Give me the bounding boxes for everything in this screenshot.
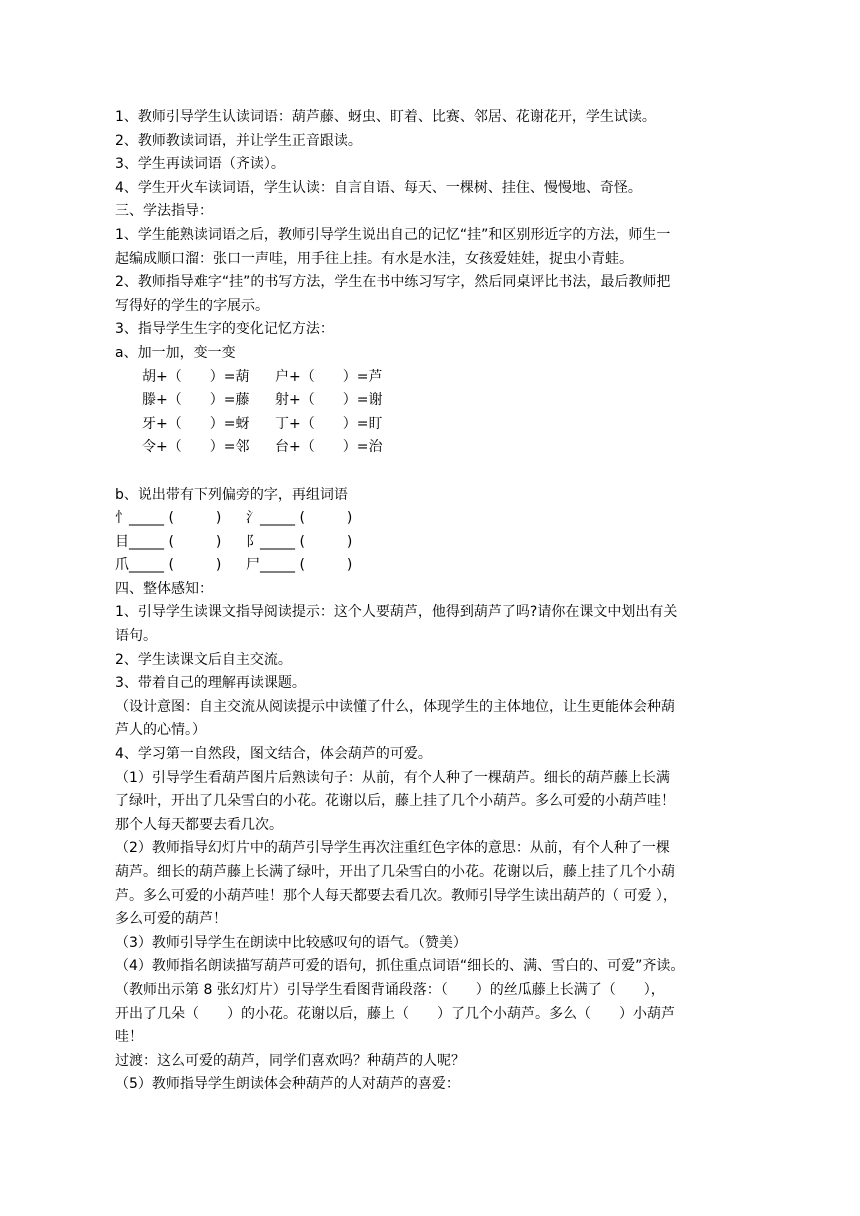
paragraph-line: （2）教师指导幻灯片中的葫芦引导学生再次注重红色字体的意思：从前，有个人种了一棵 xyxy=(115,840,670,857)
exercise-b-item: 目_____ ( ) xyxy=(115,533,222,550)
lesson-plan-body xyxy=(115,106,755,1097)
paragraph-line: 1、教师引导学生认读词语：葫芦藤、蚜虫、盯着、比赛、邻居、花谢花开，学生试读。 xyxy=(115,109,656,125)
paragraph-line: 起编成顺口溜：张口一声哇，用手往上挂。有水是水洼，女孩爱娃娃，捉虫小青蛙。 xyxy=(115,250,633,267)
paragraph-line: 4、学生开火车读词语，学生认读：自言自语、每天、一棵树、挂住、慢慢地、奇怪。 xyxy=(115,179,642,196)
paragraph-line: 哇！ xyxy=(115,1029,143,1046)
paragraph-line: 4、学习第一自然段，图文结合，体会葫芦的可爱。 xyxy=(115,746,432,763)
exercise-a-title: a、加一加，变一变 xyxy=(115,344,236,361)
paragraph-line: 芦。多么可爱的小葫芦哇！那个人每天都要去看几次。教师引导学生读出葫芦的（ 可爱 ）， xyxy=(115,887,677,904)
paragraph-line: 2、学生读课文后自主交流。 xyxy=(115,651,292,668)
paragraph-line: 3、指导学生生字的变化记忆方法： xyxy=(115,321,334,338)
paragraph-line: 1、学生能熟读词语之后，教师引导学生说出自己的记忆“挂”和区别形近字的方法，师生一 xyxy=(115,226,671,243)
section-heading: 四、整体感知： xyxy=(115,580,213,597)
paragraph-line: 了绿叶，开出了几朵雪白的小花。花谢以后，藤上挂了几个小葫芦。多么可爱的小葫芦哇！ xyxy=(115,793,675,810)
paragraph-line: 葫芦。细长的葫芦藤上长满了绿叶，开出了几朵雪白的小花。花谢以后，藤上挂了几个小葫 xyxy=(115,864,675,880)
exercise-a-item: 丁+（ ）=盯 xyxy=(275,415,383,432)
exercise-b-row xyxy=(115,531,755,555)
paragraph-line: 那个人每天都要去看几次。 xyxy=(115,816,283,833)
exercise-a-item: 滕+（ ）=藤 xyxy=(142,392,250,409)
paragraph-line: 2、教师教读词语，并让学生正音跟读。 xyxy=(115,132,362,149)
paragraph-line: 3、带着自己的理解再读课题。 xyxy=(115,675,306,692)
paragraph-line: （3）教师引导学生在朗读中比较感叹句的语气。（赞美） xyxy=(115,934,467,951)
exercise-a-item: 台+（ ）=治 xyxy=(275,439,383,456)
exercise-b-item: 阝_____ ( ) xyxy=(246,533,353,550)
exercise-a-row xyxy=(115,389,755,413)
exercise-b-row xyxy=(115,554,755,578)
exercise-b-item: 尸_____ ( ) xyxy=(246,557,353,574)
exercise-a-row xyxy=(115,436,755,460)
exercise-a-item: 令+（ ）=邻 xyxy=(142,439,250,456)
exercise-a-row xyxy=(115,366,755,390)
exercise-b-row xyxy=(115,507,755,531)
paragraph-line: 多么可爱的葫芦！ xyxy=(115,911,227,928)
exercise-b-title: b、说出带有下列偏旁的字，再组词语 xyxy=(115,486,348,503)
exercise-b-item: 爪_____ ( ) xyxy=(115,557,222,574)
exercise-b-item: 氵_____ ( ) xyxy=(246,510,353,527)
paragraph-line: 写得好的学生的字展示。 xyxy=(115,297,269,314)
paragraph-line: （5）教师指导学生朗读体会种葫芦的人对葫芦的喜爱： xyxy=(115,1076,460,1093)
paragraph-line: （设计意图：自主交流从阅读提示中读懂了什么，体现学生的主体地位，让生更能体会种葫 xyxy=(115,698,675,715)
paragraph-line: 3、学生再读词语（齐读）。 xyxy=(115,156,285,173)
exercise-a-item: 射+（ ）=谢 xyxy=(275,392,383,409)
paragraph-line: 开出了几朵（ ）的小花。花谢以后，藤上（ ）了几个小葫芦。多么（ ）小葫芦 xyxy=(115,1005,675,1022)
spacer xyxy=(115,460,755,484)
exercise-a-item: 牙+（ ）=蚜 xyxy=(142,415,250,432)
paragraph-line: 1、引导学生读课文指导阅读提示：这个人要葫芦，他得到葫芦了吗?请你在课文中划出有关 xyxy=(115,604,678,621)
paragraph-line: 语句。 xyxy=(115,628,157,645)
exercise-a-item: 胡+（ ）=葫 xyxy=(142,368,250,385)
paragraph-line: 过渡：这么可爱的葫芦，同学们喜欢吗？种葫芦的人呢？ xyxy=(115,1052,465,1069)
exercise-a-row xyxy=(115,413,755,437)
paragraph-line: （4）教师指名朗读描写葫芦可爱的语句，抓住重点词语“细长的、满、雪白的、可爱”齐读。 xyxy=(115,958,685,975)
exercise-b-item: 忄_____ ( ) xyxy=(115,510,222,527)
paragraph-line: （教师出示第 8 张幻灯片）引导学生看图背诵段落：（ ）的丝瓜藤上长满了（ ）， xyxy=(115,981,665,998)
paragraph-line: （1）引导学生看葫芦图片后熟读句子：从前，有个人种了一棵葫芦。细长的葫芦藤上长满 xyxy=(115,769,670,786)
paragraph-line: 芦人的心情。） xyxy=(115,722,206,739)
paragraph-line: 2、教师指导难字“挂”的书写方法，学生在书中练习写字，然后同桌评比书法，最后教师把 xyxy=(115,274,671,291)
section-heading: 三、学法指导： xyxy=(115,203,213,220)
exercise-a-item: 户+（ ）=芦 xyxy=(275,368,383,385)
